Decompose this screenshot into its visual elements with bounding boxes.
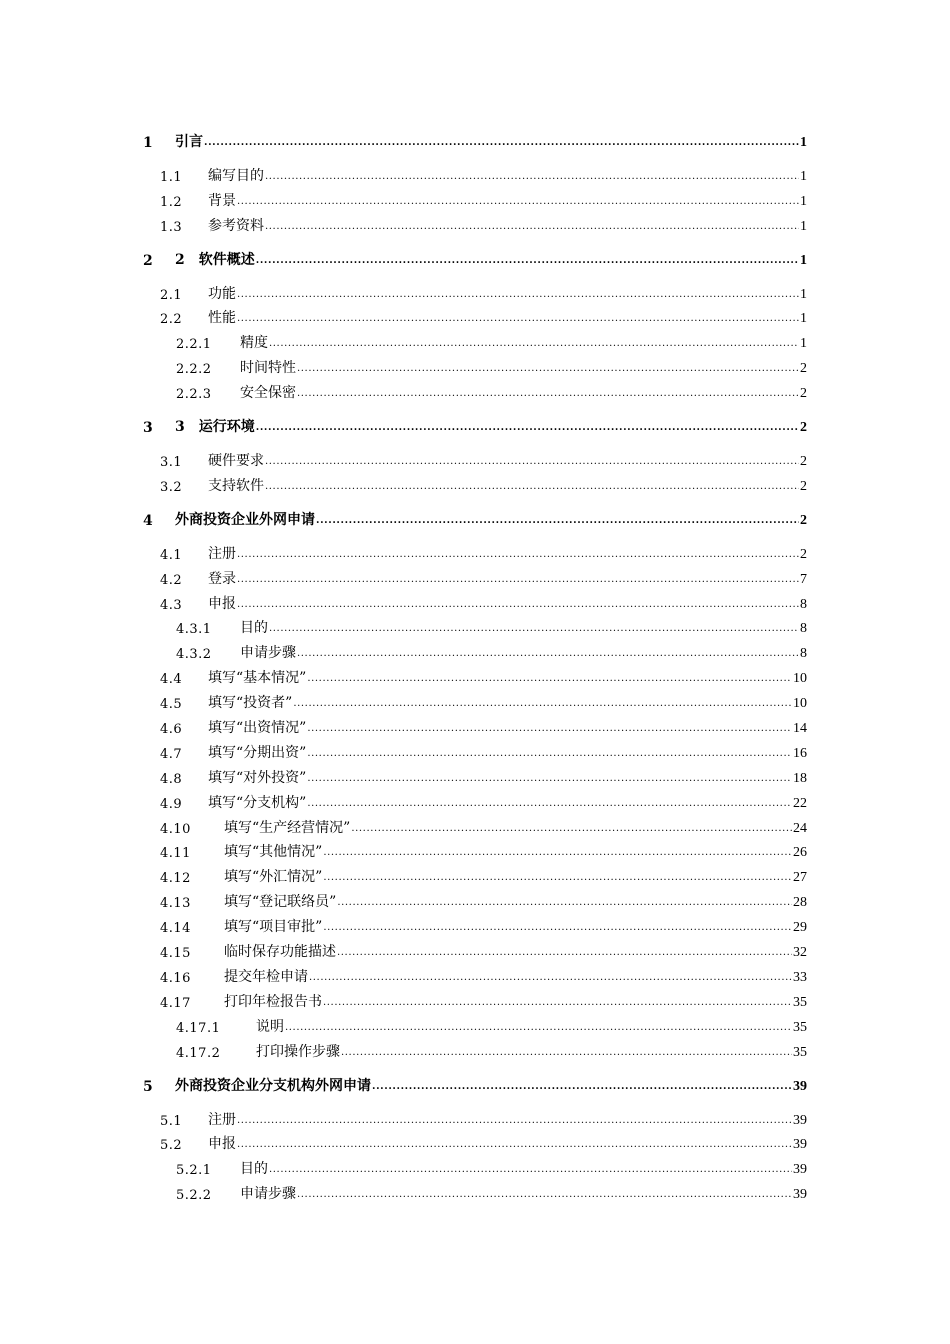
toc-entry[interactable] — [143, 712, 807, 737]
toc-entry-number: 5.2.1 — [176, 1163, 212, 1179]
toc-entry-number: 4.17.2 — [176, 1045, 221, 1061]
dot-leader — [237, 197, 799, 210]
dot-leader — [337, 898, 792, 911]
toc-entry[interactable] — [143, 861, 807, 886]
toc-entry-page: 39 — [793, 1112, 807, 1128]
toc-entry-number: 1.2 — [160, 194, 183, 210]
dot-leader — [307, 674, 792, 687]
dot-leader — [265, 457, 799, 470]
dot-leader — [269, 339, 799, 352]
toc-entry-title: 提交年检申请 — [224, 968, 308, 985]
toc-entry-number: 2.1 — [160, 287, 183, 303]
toc-entry-title: 申请步骤 — [240, 1186, 296, 1203]
toc-entry-page: 1 — [800, 168, 807, 184]
toc-entry-number: 4.4 — [160, 672, 183, 688]
toc-entry-page: 39 — [793, 1187, 807, 1203]
toc-entry[interactable] — [143, 377, 807, 402]
toc-entry-title: 2 软件概述 — [175, 251, 255, 268]
toc-entry-title: 填写“分支机构” — [208, 794, 307, 811]
toc-entry-page: 35 — [793, 994, 807, 1010]
toc-entry-page: 2 — [800, 386, 807, 402]
dot-leader — [323, 998, 792, 1011]
toc-entry-page: 2 — [800, 420, 807, 436]
toc-entry-page: 8 — [800, 621, 807, 637]
toc-entry-title: 3 运行环境 — [175, 419, 255, 436]
toc-entry[interactable] — [143, 1011, 807, 1036]
toc-entry-title: 功能 — [208, 285, 236, 302]
dot-leader — [297, 1190, 792, 1203]
dot-leader — [316, 516, 799, 529]
toc-entry-number: 2.2 — [160, 312, 183, 328]
toc-entry-title: 申报 — [208, 1136, 236, 1153]
dot-leader — [237, 1140, 792, 1153]
toc-entry-page: 39 — [793, 1162, 807, 1178]
toc-entry[interactable] — [143, 126, 807, 151]
toc-entry[interactable] — [143, 185, 807, 210]
toc-entry-number: 4.11 — [160, 846, 191, 862]
toc-entry-page: 32 — [793, 945, 807, 961]
toc-entry-title: 填写“其他情况” — [224, 844, 323, 861]
dot-leader — [269, 1165, 792, 1178]
toc-entry-number: 2.2.3 — [176, 387, 212, 403]
toc-entry-page: 35 — [793, 1019, 807, 1035]
dot-leader — [297, 649, 799, 662]
toc-entry-number: 4.3.1 — [176, 622, 212, 638]
toc-entry-title: 引言 — [175, 134, 203, 150]
toc-entry-number: 4.5 — [160, 697, 183, 713]
dot-leader — [256, 256, 799, 269]
toc-entry-page: 29 — [793, 920, 807, 936]
toc-entry[interactable] — [143, 637, 807, 662]
toc-entry-number: 4.2 — [160, 572, 183, 588]
toc-entry[interactable] — [143, 303, 807, 328]
toc-entry[interactable] — [143, 837, 807, 862]
toc-entry[interactable] — [143, 244, 807, 269]
toc-entry[interactable] — [143, 538, 807, 563]
toc-entry-number: 4.17 — [160, 995, 191, 1011]
toc-entry-page: 39 — [793, 1078, 807, 1094]
toc-entry-number: 4.3.2 — [176, 647, 212, 663]
toc-entry-number: 2 — [143, 252, 153, 269]
dot-leader — [341, 1048, 792, 1061]
toc-entry-title: 参考资料 — [208, 217, 264, 234]
toc-entry-title: 目的 — [240, 620, 268, 637]
toc-entry-title: 注册 — [208, 1111, 236, 1128]
toc-entry[interactable] — [143, 812, 807, 837]
toc-entry-number: 5 — [143, 1078, 153, 1095]
dot-leader — [297, 364, 799, 377]
toc-entry[interactable] — [143, 1178, 807, 1203]
toc-entry-number: 3 — [143, 420, 153, 437]
toc-entry-page: 1 — [800, 193, 807, 209]
toc-entry-title: 外商投资企业分支机构外网申请 — [175, 1077, 371, 1094]
toc-entry-title: 临时保存功能描述 — [224, 944, 336, 961]
dot-leader — [204, 138, 799, 151]
toc-entry[interactable] — [143, 1070, 807, 1095]
toc-entry-page: 8 — [800, 596, 807, 612]
toc-entry-page: 2 — [800, 546, 807, 562]
toc-entry-page: 1 — [800, 135, 807, 150]
toc-entry-number: 4.1 — [160, 547, 183, 563]
toc-entry[interactable] — [143, 278, 807, 303]
dot-leader — [309, 973, 792, 986]
toc-entry-number: 4.3 — [160, 597, 183, 613]
toc-entry[interactable] — [143, 445, 807, 470]
toc-entry-title: 填写“项目审批” — [224, 919, 323, 936]
toc-entry[interactable] — [143, 352, 807, 377]
toc-entry[interactable] — [143, 470, 807, 495]
toc-entry-title: 打印操作步骤 — [256, 1043, 340, 1060]
toc-entry-page: 33 — [793, 969, 807, 985]
toc-entry-number: 4.10 — [160, 821, 191, 837]
dot-leader — [297, 389, 799, 402]
dot-leader — [237, 290, 799, 303]
toc-entry[interactable] — [143, 886, 807, 911]
toc-entry-page: 2 — [800, 454, 807, 470]
toc-entry[interactable] — [143, 210, 807, 235]
toc-entry-number: 3.1 — [160, 455, 183, 471]
toc-entry-page: 10 — [793, 671, 807, 687]
toc-entry[interactable] — [143, 936, 807, 961]
toc-entry-page: 39 — [793, 1137, 807, 1153]
toc-entry-page: 18 — [793, 770, 807, 786]
dot-leader — [256, 423, 799, 436]
toc-entry-number: 1.3 — [160, 219, 183, 235]
toc-entry-page: 27 — [793, 870, 807, 886]
dot-leader — [307, 799, 792, 812]
toc-entry[interactable] — [143, 662, 807, 687]
toc-entry-number: 4.7 — [160, 746, 183, 762]
toc-entry-title: 时间特性 — [240, 360, 296, 377]
dot-leader — [323, 873, 792, 886]
toc-entry-number: 4.16 — [160, 970, 191, 986]
toc-entry-number: 4.14 — [160, 921, 191, 937]
toc-entry-title: 填写“登记联络员” — [224, 894, 337, 911]
dot-leader — [265, 172, 799, 185]
toc-entry[interactable] — [143, 504, 807, 529]
toc-entry-number: 1 — [143, 135, 153, 151]
table-of-contents — [143, 126, 807, 1203]
toc-entry[interactable] — [143, 737, 807, 762]
toc-entry-title: 申报 — [208, 595, 236, 612]
dot-leader — [237, 314, 799, 327]
toc-entry-page: 16 — [793, 745, 807, 761]
toc-entry[interactable] — [143, 563, 807, 588]
toc-entry[interactable] — [143, 787, 807, 812]
toc-entry[interactable] — [143, 411, 807, 436]
toc-entry-page: 22 — [793, 795, 807, 811]
dot-leader — [285, 1023, 792, 1036]
toc-entry[interactable] — [143, 588, 807, 613]
toc-entry-page: 1 — [800, 252, 807, 268]
toc-entry[interactable] — [143, 687, 807, 712]
toc-entry[interactable] — [143, 1129, 807, 1154]
toc-entry-title: 精度 — [240, 335, 268, 352]
dot-leader — [269, 624, 799, 637]
toc-entry[interactable] — [143, 1153, 807, 1178]
toc-entry-number: 4 — [143, 512, 153, 529]
toc-entry-page: 1 — [800, 311, 807, 327]
dot-leader — [237, 1116, 792, 1129]
toc-entry-number: 4.15 — [160, 946, 191, 962]
toc-entry-title: 性能 — [208, 310, 236, 327]
toc-entry-title: 硬件要求 — [208, 453, 264, 470]
dot-leader — [337, 948, 792, 961]
toc-entry-title: 填写“生产经营情况” — [224, 819, 351, 836]
toc-entry[interactable] — [143, 613, 807, 638]
toc-entry-title: 填写“基本情况” — [208, 670, 307, 687]
dot-leader — [293, 699, 792, 712]
toc-entry-number: 4.13 — [160, 896, 191, 912]
toc-entry[interactable] — [143, 1036, 807, 1061]
toc-entry[interactable] — [143, 911, 807, 936]
toc-entry-number: 4.9 — [160, 796, 183, 812]
toc-entry-page: 10 — [793, 696, 807, 712]
toc-entry-title: 登录 — [208, 570, 236, 587]
toc-entry-number: 3.2 — [160, 479, 183, 495]
toc-entry-title: 支持软件 — [208, 477, 264, 494]
toc-entry-title: 编写目的 — [208, 167, 264, 184]
toc-entry-title: 填写“分期出资” — [208, 744, 307, 761]
toc-entry-page: 8 — [800, 646, 807, 662]
dot-leader — [237, 600, 799, 613]
toc-entry-title: 填写“对外投资” — [208, 769, 307, 786]
toc-entry-title: 填写“出资情况” — [208, 720, 307, 737]
toc-entry-number: 4.12 — [160, 871, 191, 887]
toc-entry-title: 注册 — [208, 545, 236, 562]
toc-entry-number: 4.8 — [160, 771, 183, 787]
toc-entry-number: 2.2.2 — [176, 362, 212, 378]
toc-entry-page: 2 — [800, 478, 807, 494]
toc-entry-number: 1.1 — [160, 169, 183, 185]
dot-leader — [307, 749, 792, 762]
toc-entry-title: 打印年检报告书 — [224, 993, 322, 1010]
toc-entry[interactable] — [143, 327, 807, 352]
toc-entry-page: 2 — [800, 361, 807, 377]
toc-entry-page: 14 — [793, 721, 807, 737]
dot-leader — [351, 824, 792, 837]
toc-entry[interactable] — [143, 986, 807, 1011]
dot-leader — [372, 1082, 792, 1095]
toc-entry-title: 外商投资企业外网申请 — [175, 511, 315, 528]
dot-leader — [237, 550, 799, 563]
toc-entry[interactable] — [143, 160, 807, 185]
toc-entry-page: 1 — [800, 218, 807, 234]
dot-leader — [237, 575, 799, 588]
toc-entry-title: 目的 — [240, 1161, 268, 1178]
toc-entry-title: 安全保密 — [240, 385, 296, 402]
toc-entry-number: 4.6 — [160, 722, 183, 738]
toc-entry-page: 24 — [793, 820, 807, 836]
toc-entry-page: 7 — [800, 571, 807, 587]
toc-entry-title: 说明 — [256, 1018, 284, 1035]
dot-leader — [307, 724, 792, 737]
toc-entry-title: 背景 — [208, 192, 236, 209]
toc-entry-page: 26 — [793, 845, 807, 861]
toc-entry-title: 申请步骤 — [240, 645, 296, 662]
toc-entry-number: 5.2.2 — [176, 1188, 212, 1204]
toc-entry[interactable] — [143, 961, 807, 986]
toc-entry-number: 5.1 — [160, 1113, 183, 1129]
toc-entry[interactable] — [143, 762, 807, 787]
dot-leader — [307, 774, 792, 787]
toc-entry-page: 1 — [800, 286, 807, 302]
dot-leader — [323, 923, 792, 936]
toc-entry-page: 1 — [800, 336, 807, 352]
toc-entry-title: 填写“投资者” — [208, 695, 293, 712]
toc-entry-page: 28 — [793, 895, 807, 911]
dot-leader — [323, 848, 792, 861]
toc-entry-title: 填写“外汇情况” — [224, 869, 323, 886]
toc-entry-page: 2 — [800, 512, 807, 528]
toc-entry-number: 2.2.1 — [176, 337, 212, 353]
toc-entry-page: 35 — [793, 1044, 807, 1060]
dot-leader — [265, 222, 799, 235]
toc-entry-number: 5.2 — [160, 1138, 183, 1154]
toc-entry[interactable] — [143, 1104, 807, 1129]
dot-leader — [265, 482, 799, 495]
toc-entry-number: 4.17.1 — [176, 1020, 221, 1036]
